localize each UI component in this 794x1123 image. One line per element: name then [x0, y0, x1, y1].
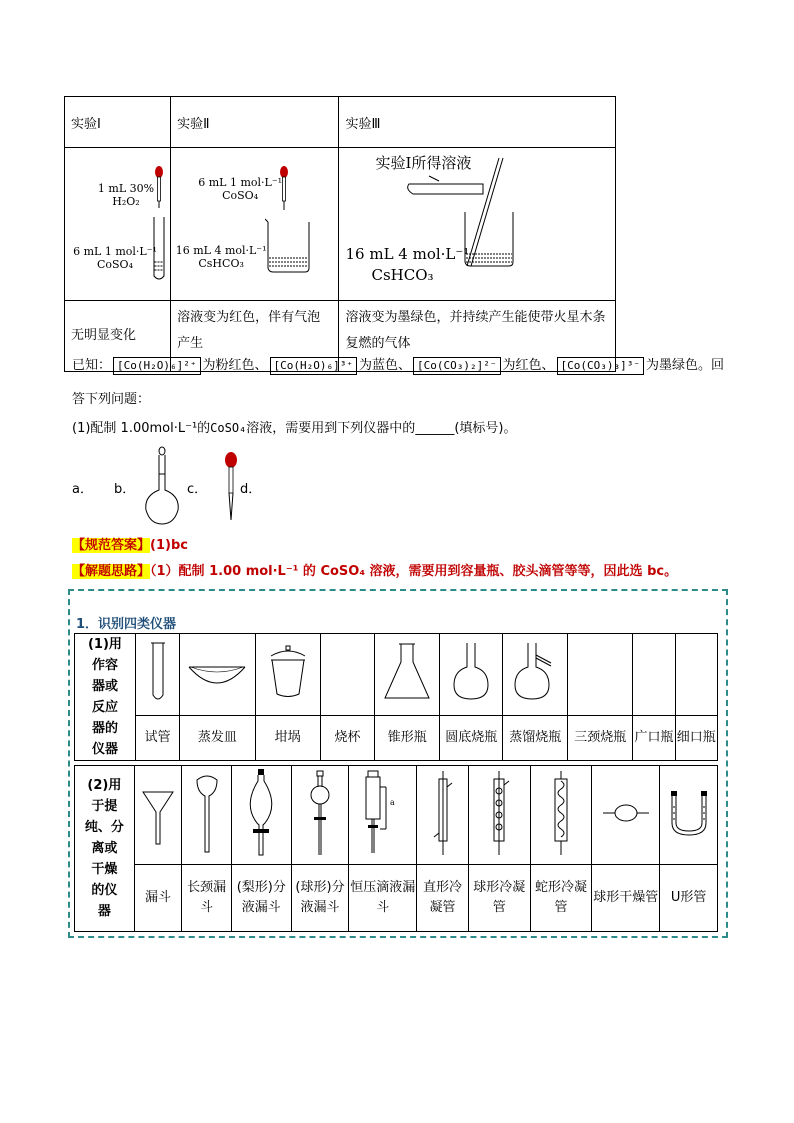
conical-flask-cell — [375, 634, 440, 716]
known-text-2: 为蓝色、 — [359, 358, 412, 373]
test-tube-cell — [135, 634, 179, 716]
complex-4: [Co(CO₃)₃]³⁻ — [557, 357, 644, 375]
header-exp3: 实验Ⅲ — [339, 97, 616, 148]
wide-mouth-bottle-cell — [633, 634, 675, 716]
three-neck-flask-cell — [568, 634, 633, 716]
exp2-reagent-top-2: CoSO₄ — [222, 189, 259, 202]
label-conical-flask: 锥形瓶 — [375, 715, 440, 760]
complex-3: [Co(CO₃)₂]²⁻ — [413, 357, 500, 375]
exp1-reagent-top-1: 1 mL 30% — [97, 182, 155, 195]
section-title: 1．识别四类仪器 — [76, 617, 177, 632]
pressure-dropping-funnel-cell — [349, 766, 417, 865]
conical-flask-icon — [379, 640, 435, 704]
exp2-figure-cell — [171, 148, 339, 301]
beaker-icon — [342, 668, 352, 678]
known-text-3: 为红色、 — [502, 358, 555, 373]
label-distilling-flask: 蒸馏烧瓶 — [503, 715, 568, 760]
mark-a: a — [389, 798, 395, 807]
known-text-4: 为墨绿色。回 — [646, 358, 725, 373]
explanation-tag: 【解题思路】 — [72, 564, 151, 579]
known-line-1 — [72, 356, 724, 376]
label-pear-separatory-funnel: (梨形)分液漏斗 — [231, 865, 291, 932]
straight-condenser-icon — [428, 767, 458, 859]
exp2-reagent-top-1: 6 mL 1 mol·L⁻¹ — [198, 176, 283, 189]
funnel-icon — [141, 778, 175, 848]
ball-separatory-funnel-icon — [303, 767, 337, 859]
row2-heading: (2)用 于提 纯、分 离或 干燥 的仪 器 — [75, 766, 135, 932]
wide-mouth-bottle-icon — [649, 668, 659, 678]
option-c[interactable]: c． — [187, 482, 208, 497]
beaker-cell — [320, 634, 375, 716]
label-u-tube: U形管 — [660, 865, 718, 932]
label-narrow-mouth-bottle: 细口瓶 — [675, 715, 717, 760]
label-funnel: 漏斗 — [134, 865, 182, 932]
test-tube-icon — [143, 637, 173, 707]
narrow-mouth-bottle-icon — [691, 668, 701, 678]
label-three-neck-flask: 三颈烧瓶 — [568, 715, 633, 760]
row1-heading: (1)用 作容 器或 反应 器的 仪器 — [75, 634, 136, 761]
label-ball-condenser: 球形冷凝管 — [468, 865, 530, 932]
round-flask-cell — [440, 634, 503, 716]
coil-condenser-icon — [546, 767, 576, 859]
pear-separatory-funnel-cell — [231, 766, 291, 865]
exp3-label-top: 实验Ⅰ所得溶液 — [375, 154, 472, 172]
answer-line — [72, 536, 188, 556]
three-neck-flask-icon — [595, 668, 605, 678]
exp1-reagent-bottom-1: 6 mL 1 mol·L⁻¹ — [73, 245, 157, 258]
exp3-reagent-bottom-1: 16 mL 4 mol·L⁻¹ — [345, 245, 470, 263]
label-pressure-dropping-funnel: 恒压滴液漏斗 — [349, 865, 417, 932]
label-beaker: 烧杯 — [320, 715, 375, 760]
ball-drying-tube-cell — [592, 766, 660, 865]
dropper-and-beaker-icon — [265, 162, 315, 274]
label-ball-drying-tube: 球形干燥管 — [592, 865, 660, 932]
pressure-dropping-funnel-icon — [358, 767, 408, 859]
option-b[interactable]: b． — [114, 482, 136, 497]
known-prefix: 已知： — [72, 358, 112, 373]
complex-1: [Co(H₂O)₆]²⁺ — [113, 357, 200, 375]
separation-instruments-table — [74, 765, 718, 932]
narrow-mouth-bottle-cell — [675, 634, 717, 716]
result-exp3: 溶液变为墨绿色，并持续产生能使带火星木条复燃的气体 — [339, 301, 616, 372]
label-evaporating-dish: 蒸发皿 — [180, 715, 255, 760]
exp2-reagent-bottom-2: CsHCO₃ — [198, 257, 244, 270]
option-d[interactable]: d． — [240, 482, 262, 497]
answer-tag: 【规范答案】 — [72, 538, 151, 553]
pouring-test-tube-and-beaker-icon — [399, 154, 519, 274]
explanation-line — [72, 562, 677, 582]
explanation-text: （1）配制 1.00 mol·L⁻¹ 的 CoSO₄ 溶液，需要用到容量瓶、胶头滴管等等，因此选 bc。 — [150, 564, 678, 579]
volumetric-flask-icon — [140, 446, 190, 528]
experiment-table — [64, 96, 616, 372]
header-exp1: 实验Ⅰ — [65, 97, 171, 148]
question-1 — [72, 418, 516, 439]
coil-condenser-cell — [530, 766, 592, 865]
distilling-flask-cell — [503, 634, 568, 716]
funnel-cell — [134, 766, 182, 865]
container-instruments-table — [74, 633, 718, 761]
label-long-neck-funnel: 长颈漏斗 — [182, 865, 232, 932]
complex-2: [Co(H₂O)₆]³⁺ — [270, 357, 357, 375]
ball-condenser-icon — [484, 767, 514, 859]
question-1-text-a: (1)配制 1.00mol·L⁻¹的 — [72, 421, 211, 436]
result-exp1: 无明显变化 — [65, 301, 171, 372]
u-tube-icon — [667, 787, 711, 839]
distilling-flask-icon — [507, 639, 563, 705]
exp1-reagent-top-2: H₂O₂ — [112, 195, 140, 208]
label-crucible: 坩埚 — [255, 715, 320, 760]
evaporating-dish-icon — [185, 647, 249, 697]
answer-blank[interactable]: ______ — [415, 421, 455, 436]
label-test-tube: 试管 — [135, 715, 179, 760]
label-round-flask: 圆底烧瓶 — [440, 715, 503, 760]
label-ball-separatory-funnel: (球形)分液漏斗 — [291, 865, 349, 932]
question-1-chem: CoSO₄ — [210, 421, 247, 435]
option-a[interactable]: a． — [72, 482, 93, 497]
crucible-icon — [263, 642, 313, 702]
ball-condenser-cell — [468, 766, 530, 865]
exp3-reagent-bottom-2: CsHCO₃ — [371, 266, 434, 284]
ball-drying-tube-icon — [601, 793, 651, 833]
question-1-text-c: (填标号)。 — [454, 421, 517, 436]
long-neck-funnel-icon — [192, 770, 222, 856]
result-exp2: 溶液变为红色，伴有气泡产生 — [171, 301, 339, 372]
answer-text: (1)bc — [150, 538, 188, 553]
round-flask-icon — [446, 639, 496, 705]
label-coil-condenser: 蛇形冷凝管 — [530, 865, 592, 932]
pear-separatory-funnel-icon — [239, 767, 283, 859]
header-exp2: 实验Ⅱ — [171, 97, 339, 148]
known-line-2: 答下列问题： — [72, 392, 151, 407]
evaporating-dish-cell — [180, 634, 255, 716]
known-text-1: 为粉红色、 — [202, 358, 268, 373]
straight-condenser-cell — [417, 766, 469, 865]
long-neck-funnel-cell — [182, 766, 232, 865]
dropper-and-test-tube-icon — [147, 162, 171, 282]
crucible-cell — [255, 634, 320, 716]
label-straight-condenser: 直形冷凝管 — [417, 865, 469, 932]
rubber-dropper-icon — [220, 450, 242, 524]
exp1-figure-cell — [65, 148, 171, 301]
exp2-reagent-bottom-1: 16 mL 4 mol·L⁻¹ — [175, 244, 267, 257]
ball-separatory-funnel-cell — [291, 766, 349, 865]
exp1-reagent-bottom-2: CoSO₄ — [96, 258, 133, 271]
exp3-figure-cell — [339, 148, 616, 301]
label-wide-mouth-bottle: 广口瓶 — [633, 715, 675, 760]
u-tube-cell — [660, 766, 718, 865]
question-1-text-b: 溶液，需要用到下列仪器中的 — [246, 421, 416, 436]
